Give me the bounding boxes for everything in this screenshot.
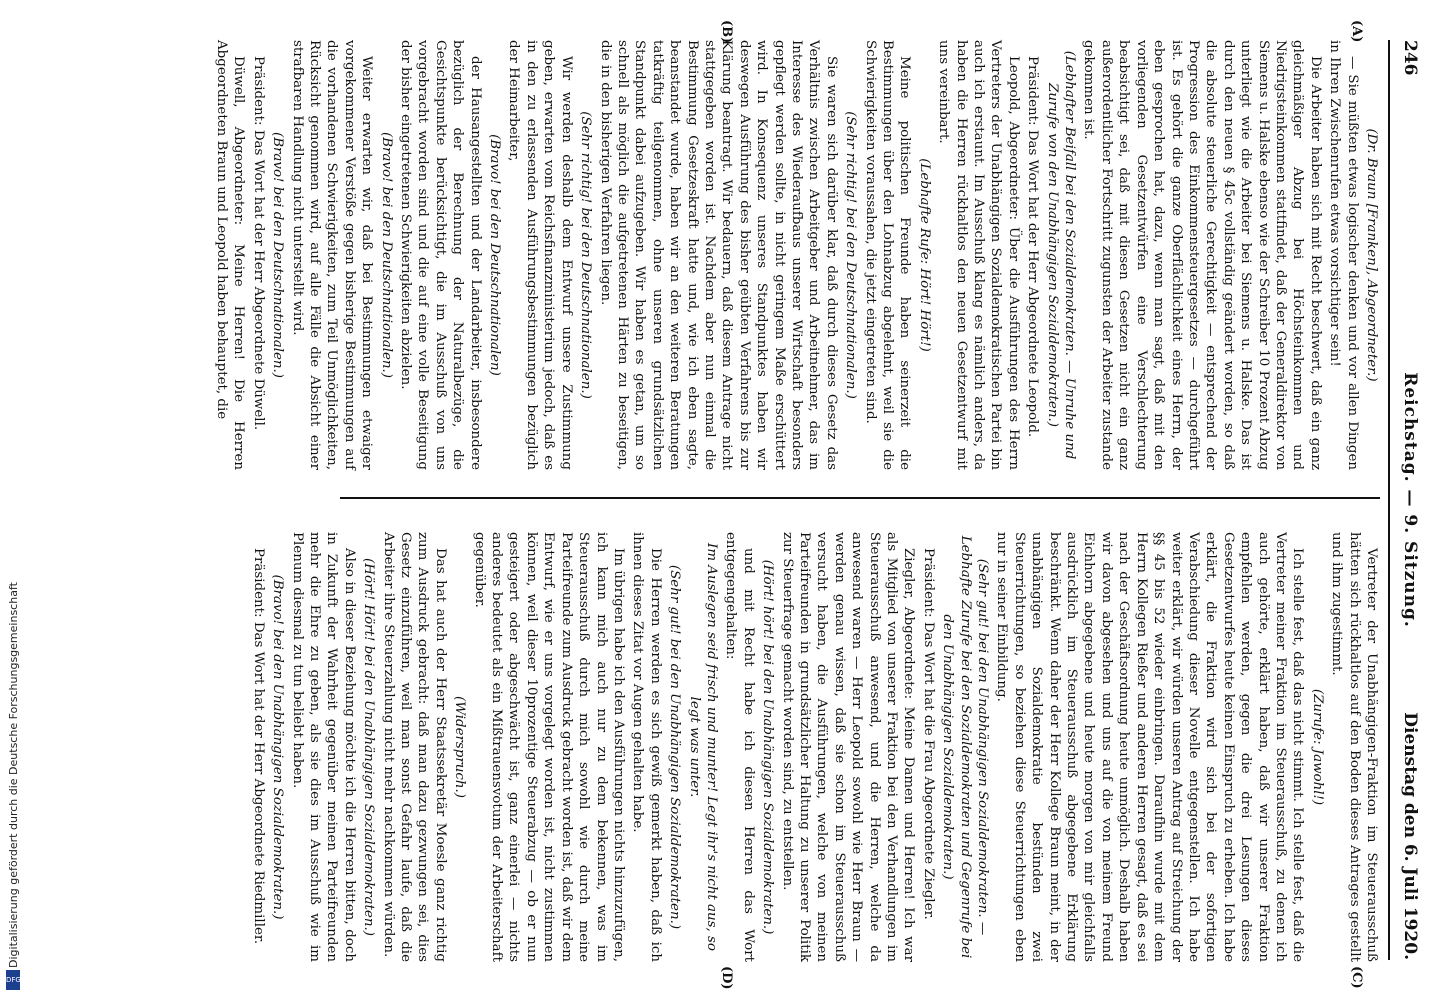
interjection: (Bravo! bei den Deutschnationalen.)	[270, 131, 286, 379]
paragraph: Also in dieser Beziehung möchte ich die Herren bitten, doch in Zukunft der Wahrheit gegenüber meinen Parteifreunden mehr die Ehre zu geben, als sie dies im Ausschuß wie im Plenum diesmal zu tun beliebt haben.	[289, 532, 357, 962]
paragraph: Vertreter der Unabhängigen-Fraktion im Steuerausschuß hätten sich rückhaltlos auf den Boden dieses Antrages gestellt und ihm zugestimmt.	[1329, 532, 1379, 962]
session-title: Reichstag. — 9. Sitzung.	[1400, 372, 1420, 628]
interjection: (Lebhafter Beifall bei den Sozialdemokraten. — Unruhe und Zurufe von den Unabhängigen Sozialdemokraten.)	[1044, 50, 1078, 460]
paragraph: Leopold, Abgeordneter: Über die Ausführungen des Herrn Vertreters der Unabhängigen Sozialdemokratischen Partei bin auch ich erstaunt. Im Ausschuß klang es nämlich anders, da haben die Herren rückhaltlos den neuen Gesetzentwurf mit uns vereinbart.	[936, 40, 1021, 470]
left-column	[211, 40, 1380, 470]
paragraph: — Sie müßten etwas logischer denken und vor allen Dingen in Ihren Zwischenrufen etwas vorsichtiger sein!	[1327, 40, 1360, 470]
interjection: (Bravo! bei den Deutschnationalen.)	[378, 131, 394, 379]
paragraph: Präsident: Das Wort hat der Herr Abgeordnete Düwell.	[250, 56, 266, 431]
margin-letter-b: (B)	[719, 20, 734, 44]
interjection: (Sehr richtig! bei den Deutschnationalen.)	[578, 111, 594, 399]
interjection: (Dr. Braun [Franken], Abgeordneter.)	[1364, 128, 1379, 382]
paragraph: Im übrigen habe ich den Ausführungen nichts hinzuzufügen, ich kann mich auch nur zu dem bekennen, was im Steuerausschuß durch mich sowohl wie durch meine Parteifreunde zum Ausdruck gebracht worden ist, daß wir dem Entwurf, wie er uns vorgelegt worden ist, nicht zustimmen können, weil dieser 10prozentige Steuerabzug — ob er nun gesteigert oder abgeschwächt ist, ganz einerlei — nichts anderes bedeutet als ein Mißtrauensvotum der Arbeiterschaft gegenüber.	[471, 532, 626, 962]
paragraph: der Hausangestellten und der Landarbeiter, insbesondere bezüglich der Berechnung der Naturalbezüge, die Gesichtspunkte berücksichtigt, die im Ausschuß von uns vorgebracht worden sind und die auf eine volle Beseitigung der bisher eingetretenen Schwierigkeiten abzielen.	[398, 40, 483, 470]
paragraph: Die Herren werden es sich gewiß gemerkt haben, daß ich ihnen dieses Zitat vor Augen gehalten habe.	[630, 532, 663, 962]
paragraph: Ich stelle fest, daß das nicht stimmt. Ich stelle fest, daß die Vertreter meiner Fraktion im Steuerausschuß, zu denen ich auch gehörte, erklärt haben, daß wir unserer Fraktion empfehlen werden, gegen die drei Lesungen dieses Gesetzentwurfes heute keinen Einspruch zu erheben. Ich habe erklärt, die Fraktion wird sich bei der sofortigen Verabschiedung dieser Novelle entgegenstellen. Ich habe weiter erklärt, wir würden unseren Antrag auf Streichung der §§ 45 bis 52 wieder einbringen. Daraufhin wurde mit dem Herrn Kollegen Rießer und anderen Herren gesagt, daß es sei nach der Geschäftsordnung heute unmöglich. Deshalb haben wir davon abgesehen und uns auf die von meinem Freund Eichhorn abgegebene und heute morgen von mir gleichfalls ausdrücklich im Steuerausschuß abgegebene Erklärung beschränkt. Wenn daher der Herr Kollege Braun meint, in der unabhängigen Sozialdemokratie bestünden zwei Steuerrichtungen, so beziehen diese Steuerrichtungen eben nur in seiner Einbildung.	[994, 532, 1306, 962]
paragraph: Wir werden deshalb dem Entwurf unsere Zustimmung geben, erwarten vom Reichsfinanzministerium jedoch, daß es in den zu erlassenden Ausführungsbestimmungen bezüglich der Heimarbeiter,	[506, 40, 574, 470]
interjection: (Sehr gut! bei den Unabhängigen Sozialdemokraten.)	[667, 564, 683, 930]
page-number: 246	[1400, 40, 1420, 76]
paragraph: Sie waren sich darüber klar, daß durch dieses Gesetz das Verhältnis zwischen Arbeitgeber und Arbeitnehmer, das im Interesse des Wiederaufbaus unserer Wirtschaft besonders gepflegt werden sollte, in nicht geringem Maße erschüttert wird. In Konsequenz unseres Standpunktes haben wir deswegen Ausführung des bisher geübten Verfahrens bis zur Klärung beantragt. Wir bedauern, daß diesem Antrage nicht stattgegeben worden ist. Nachdem aber nun einmal die Bestimmung Gesetzeskraft hatte und, wie ich eben sagte, beanstandet wurde, haben wir an den weiteren Beratungen tatkräftig teilgenommen, ohne unseren grundsätzlichen Standpunkt dabei aufzugeben. Wir haben es getan, um so schnell als möglich die aufgetretenen Härten zu beseitigen, die in den bisherigen Verfahren liegen.	[597, 40, 839, 470]
interjection: (Hört! hört! bei den Unabhängigen Sozialdemokraten.)	[760, 559, 776, 935]
column-divider	[340, 497, 1380, 499]
paragraph: Das hat auch der Herr Staatssekretär Moesle ganz richtig zum Ausdruck gebracht: daß man dazu gezwungen sei, dies Gesetz einzuführen, weil man sonst Gefahr laufe, daß die Arbeiter ihre Steuerzahlung nicht mehr nachkommen würden.	[380, 532, 448, 962]
margin-letter-a: (A)	[1349, 20, 1364, 43]
paragraph: Präsident: Das Wort hat die Frau Abgeordnete Ziegler.	[920, 548, 936, 920]
interjection: (Sehr gut! bei den Unabhängigen Sozialdemokraten. — Lebhafte Zurufe bei den Sozialdemokraten und Gegenrufe bei den Unabhängigen Sozialdemokraten.)	[940, 535, 991, 959]
interjection: (Sehr richtig! bei den Deutschnationalen.)	[843, 111, 859, 399]
paragraph: Weiter erwarten wir, daß bei Bestimmungen etwaiger vorgekommener Verstöße gegen bisherige Bestimmungen auf die vorhandenen Schwierigkeiten, zum Teil Unmöglichkeiten, Rücksicht genommen wird, auf alle Fälle die Absicht einer strafbaren Handlung nicht unterstellt wird.	[289, 40, 375, 470]
right-column	[247, 532, 1380, 962]
dfg-logo: DFG	[6, 970, 20, 990]
interjection: (Lebhafte Rufe: Hört! Hört!)	[916, 158, 932, 352]
header-rule	[1388, 40, 1390, 960]
paragraph: Präsident: Das Wort hat der Herr Abgeordnete Leopold.	[1025, 56, 1041, 438]
interjection: Im Auslegen seid frisch und munter! Legt ihr's nicht aus, so legt was unter.	[686, 543, 719, 951]
paragraph: Die Arbeiter haben sich mit Recht beschwert, daß ein ganz gleichmäßiger Abzug bei Höchsteinkommen und Niedrigsteinkommen stattfindet, daß der Generaldirektor von Siemens u. Halske ebenso wie der Schreiber 10 Prozent Abzug unterliegt wie die Arbeiter bei Siemens u. Halske. Das ist durch den neuen § 45c vollständig geändert worden, so daß die absolute steuerliche Gerechtigkeit — entsprechend der Progression des Einkommensteuergesetzes — durchgeführt ist. Es gehört die ganze Oberflächlichkeit eines Herrn, der eben gesprochen hat, dazu, wenn man sagt, daß mit den vorliegenden Gesetzentwürfen eine Verschlechterung beabsichtigt sei, daß mit diesen Gesetzen nicht ein ganz außerordentlicher Fortschritt zugunsten der Arbeiter zustande gekommen ist.	[1081, 40, 1323, 470]
paragraph: Ziegler, Abgeordnete: Meine Damen und Herren! Ich war als Mitglied von unserer Fraktion bei den Verhandlungen im Steuerausschuß anwesend, und die Herren, welche da anwesend waren — Herr Leopold sowohl wie Herr Braun — werden genau wissen, daß sie schon im Steuerausschuß versucht haben, die Ausführungen, welche von meinen Parteifreunden in grundsätzlicher Haltung zu unserer Politik zur Steuerfrage gemacht worden sind, zu entstellen.	[779, 532, 917, 962]
paragraph: und mit Recht habe ich diesen Herren das Wort entgegengehalten:	[723, 532, 756, 962]
session-date: Dienstag den 6. Juli 1920.	[1400, 712, 1420, 960]
interjection: (Bravo! bei den Deutschnationalen)	[487, 134, 503, 376]
interjection: (Zurufe: Jawohl!)	[1309, 688, 1325, 806]
paragraph: Präsident: Das Wort hat der Herr Abgeordnete Riedmiller.	[250, 548, 266, 945]
paragraph: Düwell, Abgeordneter: Meine Herren! Die Herren Abgeordneten Braun und Leopold haben behauptet, die	[214, 40, 247, 470]
digitization-footer	[4, 394, 20, 994]
margin-letter-d: (D)	[719, 966, 734, 990]
interjection: (Hört! Hört! bei den Unabhängigen Sozialdemokraten.)	[361, 558, 377, 936]
paragraph: Meine politischen Freunde haben seinerzeit die Bestimmungen über den Lohnabzug abgelehnt, weil sie die Schwierigkeiten voraussahen, die jetzt eingetreten sind.	[862, 40, 913, 470]
interjection: (Bravo! bei den Unabhängigen Sozialdemokraten.)	[270, 574, 286, 920]
digitization-credit: Digitalisierung gefördert durch die Deutsche Forschungsgemeinschaft	[7, 582, 20, 968]
interjection: (Widerspruch.)	[452, 695, 468, 798]
margin-letter-c: (C)	[1349, 966, 1364, 989]
